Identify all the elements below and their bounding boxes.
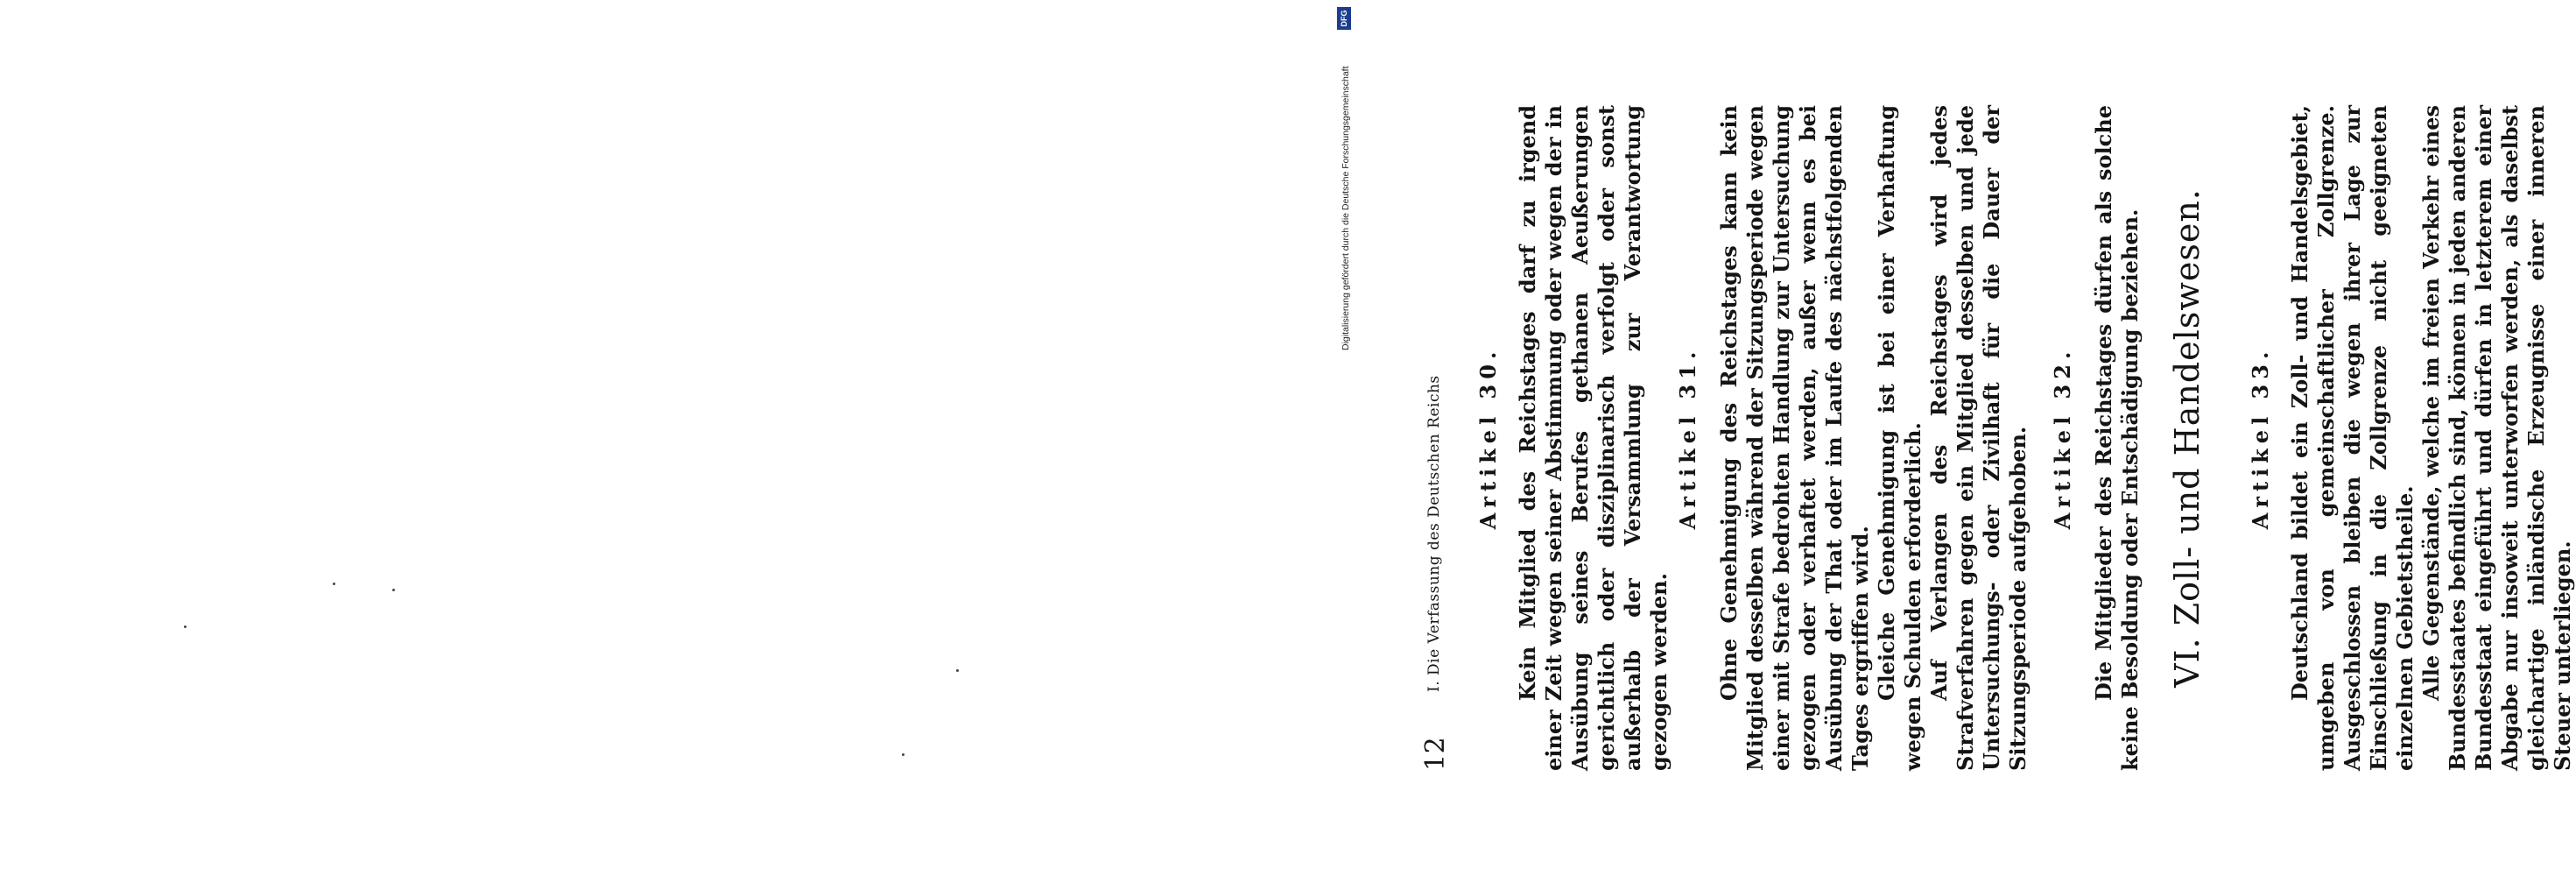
article-heading: Artikel 33. <box>2248 346 2273 530</box>
section-vi <box>2164 105 2210 771</box>
digitization-note-text: Digitalisierung gefördert durch die Deutsche Forschungsgemeinschaft <box>1341 66 1351 350</box>
article-paragraph: Gleiche Genehmigung ist bei einer Verhaftung wegen Schulden erforderlich. <box>1874 105 1925 771</box>
article-paragraph: Alle Gegenstände, welche im freien Verkehr eines Bundesstaates befindlich sind, können in jeden anderen Bundesstaat eingeführt und dürfen in letzterem einer Abgabe nur insoweit unterworfen werden, als daselbst gleichartige inländische Erzeugnisse einer inneren Steuer unterliegen. <box>2418 105 2575 771</box>
article-heading: Artikel 30. <box>1475 346 1501 530</box>
scan-speck <box>184 625 187 628</box>
scan-speck <box>333 583 335 585</box>
scan-speck <box>392 589 395 591</box>
scan-speck <box>956 669 959 672</box>
article-heading: Artikel 31. <box>1675 346 1700 530</box>
article-33 <box>2245 105 2576 771</box>
article-31 <box>1672 105 2031 771</box>
article-paragraph: Deutschland bildet ein Zoll- und Handelsgebiet, umgeben von gemeinschaftlicher Zollgrenze. Ausgeschlossen bleiben die wegen ihrer Lage zur Einschließung in die Zollgrenze nicht geeigneten einzelnen Gebietstheile. <box>2287 105 2418 771</box>
digitization-note <box>1337 7 1355 869</box>
article-text: Die Mitglieder des Reichstages dürfen als solche keine Besoldung oder Entschädigung beziehen. <box>2091 105 2143 771</box>
page-number: 12 <box>1420 736 1451 771</box>
article-paragraph: Ohne Genehmigung des Reichstages kann kein Mitglied desselben während der Sitzungsperiode wegen einer mit Strafe bedrohten Handlung zur Untersuchung gezogen oder verhaftet werden, außer wenn es bei Ausübung der That oder im Laufe des nächstfolgenden Tages ergriffen wird. <box>1716 105 1873 771</box>
running-head <box>1418 105 1453 771</box>
scan-speck <box>902 753 904 756</box>
running-title: I. Die Verfassung des Deutschen Reichs <box>1425 375 1443 692</box>
article-text: Kein Mitglied des Reichstages darf zu irgend einer Zeit wegen seiner Abstimmung oder wegen der in Ausübung seines Berufes gethanen Aeußerungen gerichtlich oder disziplinarisch verfolgt oder sonst außerhalb der Versammlung zur Verantwortung gezogen werden. <box>1515 105 1672 771</box>
article-paragraph: Auf Verlangen des Reichstages wird jedes Strafverfahren gegen ein Mitglied desselben und jede Untersuchungs- oder Zivilhaft für die Dauer der Sitzungsperiode aufgehoben. <box>1926 105 2031 771</box>
book-page <box>1418 105 2575 771</box>
dfg-logo-badge <box>1337 7 1351 30</box>
article-heading: Artikel 32. <box>2050 346 2075 530</box>
section-heading: VI. Zoll- und Handelswesen. <box>2168 188 2206 688</box>
dfg-badge-label: DFG <box>1340 10 1348 27</box>
article-30 <box>1473 105 1672 771</box>
article-32 <box>2047 105 2143 771</box>
